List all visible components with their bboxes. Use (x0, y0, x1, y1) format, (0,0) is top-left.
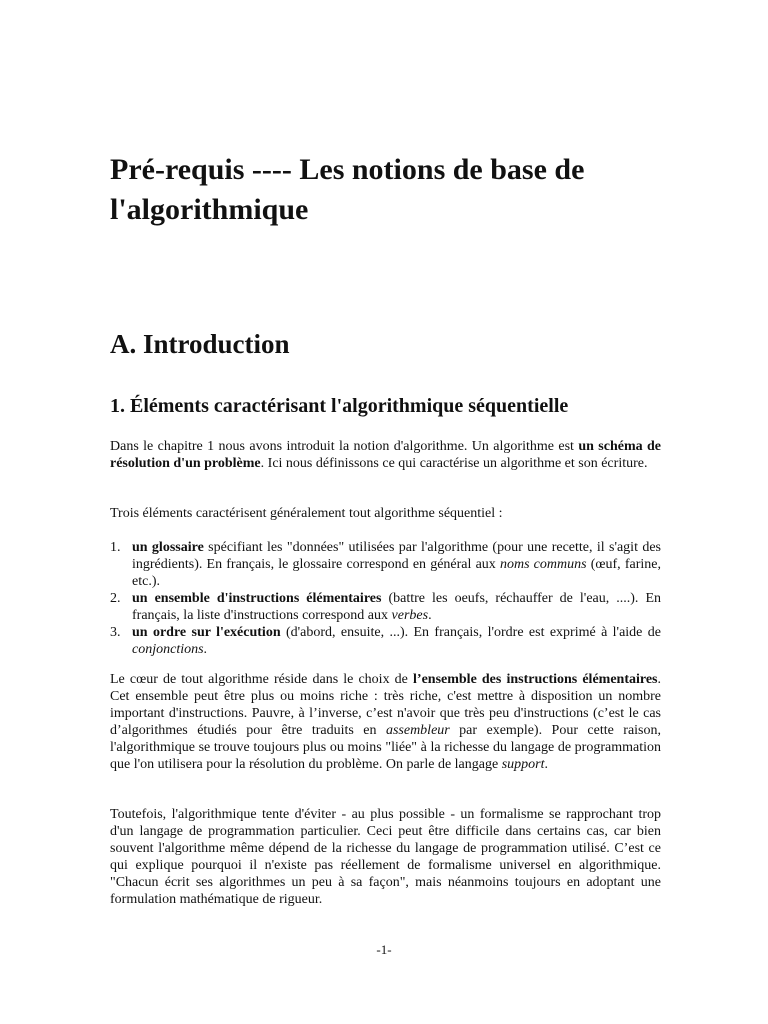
paragraph-text: Le cœur de tout algorithme réside dans le choix de (110, 672, 414, 687)
list-number: 3. (110, 625, 121, 640)
list-number: 2. (110, 591, 121, 606)
list-text: (battre les oeufs, réchauffer de l'eau, ....). En français, la liste d'instructions correspond aux (132, 591, 661, 623)
page-number: -1- (376, 942, 392, 957)
paragraph-text: Dans le chapitre 1 nous avons introduit la notion d'algorithme. Un algorithme est (110, 439, 579, 454)
emphasis-italic: conjonctions (132, 642, 204, 657)
list-text: spécifiant les "données" utilisées par l'algorithme (pour une recette, il s'agit des ingrédients). En français, le glossaire correspond en général aux (132, 540, 661, 572)
emphasis-bold: un ordre sur l'exécution (132, 625, 281, 640)
emphasis-bold: un glossaire (132, 540, 204, 555)
section-heading: A. Introduction (110, 329, 290, 359)
emphasis-italic: verbes (391, 608, 429, 623)
emphasis-bold: un schéma de résolution d'un problème (110, 439, 662, 471)
list-item (110, 590, 661, 624)
list-item (110, 539, 661, 590)
emphasis-bold: un ensemble d'instructions élémentaires (132, 591, 382, 606)
emphasis-italic: support (501, 757, 545, 772)
list-text: . (428, 608, 432, 623)
subsection-heading: 1. Éléments caractérisant l'algorithmique séquentielle (110, 395, 569, 417)
list-text: (d'abord, ensuite, ...). En français, l'ordre est exprimé à l'aide de (280, 625, 661, 640)
list-number: 1. (110, 540, 121, 555)
paragraph-text: . Cet ensemble peut être plus ou moins riche : très riche, c'est mettre à disposition un nombre important d'instructions. Pauvre, à l’inverse, c’est n'avoir que très peu d'instructions (c’est le cas d’algorithmes étudiés pour être traduits en (110, 672, 662, 738)
paragraph-formalism: Toutefois, l'algorithmique tente d'éviter - au plus possible - un formalisme se rapprochant trop d'un langage de programmation particulier. Ceci peut être difficile dans certains cas, car bien souvent l'algorithme même dépend de la richesse du langage de programmation utilisé. C’est ce qui explique pourquoi il n'existe pas réellement de formalisme universel en algorithmique. "Chacun écrit ses algorithmes un peu à sa façon", mais néanmoins toujours en adoptant une formulation mathématique de rigueur. (110, 807, 661, 907)
paragraph-three-elements: Trois éléments caractérisent généralement tout algorithme séquentiel : (110, 506, 503, 521)
list-text: . (203, 642, 208, 657)
list-text: (œuf, farine, etc.). (132, 557, 661, 589)
paragraph-text: . (544, 757, 548, 772)
list-item (110, 624, 661, 658)
emphasis-italic: assembleur (385, 723, 450, 738)
paragraph-text: . Ici nous définissons ce qui caractérise un algorithme et son écriture. (260, 456, 648, 471)
paragraph-text: par exemple). Pour cette raison, l'algorithmique se trouve toujours plus ou moins "liée" à la richesse du langage de programmation que l'on utilisera pour la résolution du problème. On parle de langage (110, 723, 662, 772)
page-title: Pré-requis ---- Les notions de base de l'algorithmique (110, 153, 585, 226)
emphasis-bold: l’ensemble des instructions élémentaires (413, 672, 658, 687)
emphasis-italic: noms communs (499, 557, 587, 572)
paragraph-instructions (110, 671, 661, 773)
elements-list (110, 539, 661, 658)
paragraph-intro (110, 438, 661, 472)
